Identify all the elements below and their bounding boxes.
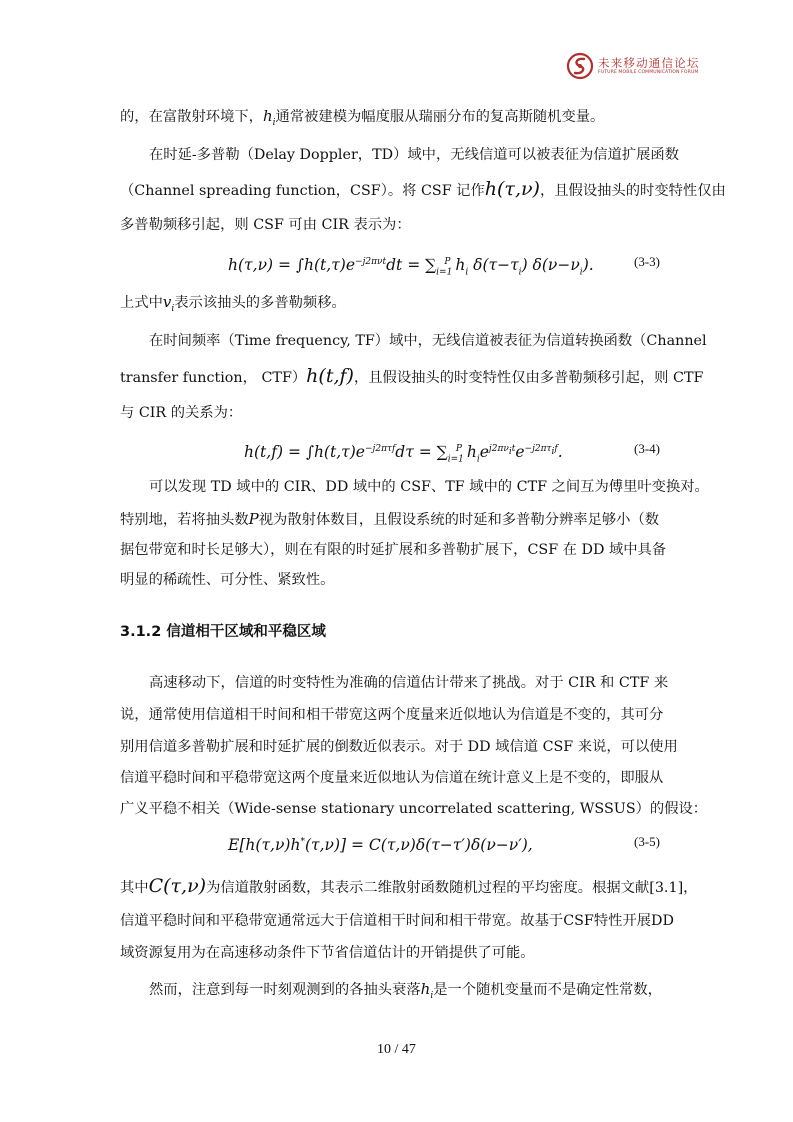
inline-formula: h(τ,ν) xyxy=(484,178,540,200)
inline-symbol: $v_i$ xyxy=(162,293,175,314)
inline-formula: C(τ,ν) xyxy=(148,875,207,897)
paragraph-line: transfer function， CTF）h(t,f)，且假设抽头的时变特性仅由多普勒频移引起，则 CTF xyxy=(120,365,704,387)
inline-formula: h(t,f) xyxy=(306,365,354,387)
equation-number: (3-4) xyxy=(634,441,660,456)
paragraph-line: 说，通常使用信道相干时间和相干带宽这两个度量来近似地认为信道是不变的，其可分 xyxy=(120,707,664,723)
page-number: 10 / 47 xyxy=(377,1042,416,1057)
paragraph-line: 信道平稳时间和平稳带宽通常远大于信道相干时间和相干带宽。故基于CSF特性开展DD xyxy=(120,913,674,929)
paragraph-line: 在时间频率（Time frequency, TF）域中，无线信道被表征为信道转换函数（Channel xyxy=(149,333,707,349)
logo-english-name: FUTURE MOBILE COMMUNICATION FORUM xyxy=(598,70,699,75)
paragraph-line: 的，在富散射环境下，$h_i$通常被建模为幅度服从瑞丽分布的复高斯随机变量。 xyxy=(120,107,605,128)
inline-symbol: $h_i$ xyxy=(420,980,434,1001)
paragraph-line: 上式中$v_i$表示该抽头的多普勒频移。 xyxy=(120,293,346,314)
paragraph-line: 别用信道多普勒扩展和时延扩展的倒数近似表示。对于 DD 域信道 CSF 来说，可以使用 xyxy=(120,739,678,755)
paragraph-line: 然而，注意到每一时刻观测到的各抽头衰落$h_i$是一个随机变量而不是确定性常数， xyxy=(149,980,662,1001)
equation-3-4: $h(t,f) = \int h(t,\tau)e^{-j2\pi\tau f}d\tau = \sum_{i=1}^P$ $h_ie^{j2\pi\nu_it}e^{-j2\pi\tau_if}$. xyxy=(244,443,563,465)
section-heading: 3.1.2 信道相干区域和平稳区域 xyxy=(120,624,326,640)
paragraph-line: 在时延-多普勒（Delay Doppler，TD）域中，无线信道可以被表征为信道扩展函数 xyxy=(149,147,680,163)
forum-logo xyxy=(566,52,706,82)
paragraph-line: 高速移动下，信道的时变特性为准确的信道估计带来了挑战。对于 CIR 和 CTF 来 xyxy=(149,675,669,691)
inline-symbol: P xyxy=(248,510,259,528)
logo-chinese-name: 未来移动通信论坛 xyxy=(598,56,700,70)
paragraph-line: 域资源复用为在高速移动条件下节省信道估计的开销提供了可能。 xyxy=(120,945,535,961)
paragraph-line: 其中C(τ,ν)为信道散射函数，其表示二维散射函数随机过程的平均密度。根据文献[3.1]， xyxy=(120,875,698,897)
paragraph-line: 可以发现 TD 域中的 CIR、DD 域中的 CSF、TF 域中的 CTF 之间互为傅里叶变换对。 xyxy=(149,479,709,495)
inline-symbol: $h_i$ xyxy=(262,107,276,128)
paragraph-line: 信道平稳时间和平稳带宽这两个度量来近似地认为信道在统计意义上是不变的，即服从 xyxy=(120,770,664,786)
paragraph-line: （Channel spreading function，CSF）。将 CSF 记作h(τ,ν)，且假设抽头的时变特性仅由 xyxy=(120,178,726,200)
paragraph-line: 广义平稳不相关（Wide-sense stationary uncorrelated scattering, WSSUS）的假设： xyxy=(120,801,708,817)
equation-number: (3-5) xyxy=(634,834,660,849)
paragraph-line: 特别地，若将抽头数P视为散射体数目，且假设系统的时延和多普勒分辨率足够小（数 xyxy=(120,510,660,528)
paragraph-line: 与 CIR 的关系为： xyxy=(120,405,243,421)
equation-3-5: E[h(τ,ν)h*(τ,ν)] = C(τ,ν)δ(τ−τ′)δ(ν−ν′), xyxy=(228,836,533,855)
paragraph-line: 据包带宽和时长足够大），则在有限的时延扩展和多普勒扩展下，CSF 在 DD 域中具备 xyxy=(120,542,667,558)
equation-number: (3-3) xyxy=(634,254,660,269)
paragraph-line: 多普勒频移引起，则 CSF 可由 CIR 表示为： xyxy=(120,217,411,233)
forum-logo-icon xyxy=(566,52,594,80)
paragraph-line: 明显的稀疏性、可分性、紧致性。 xyxy=(120,572,335,588)
equation-3-3: $h(\tau,\nu) = \int h(t,\tau)e^{-j2\pi\nu t}dt = \sum_{i=1}^P$ $h_i$ $\delta(\tau-\tau_i)$ $\delta(\nu-\nu_i)$. xyxy=(228,256,594,278)
